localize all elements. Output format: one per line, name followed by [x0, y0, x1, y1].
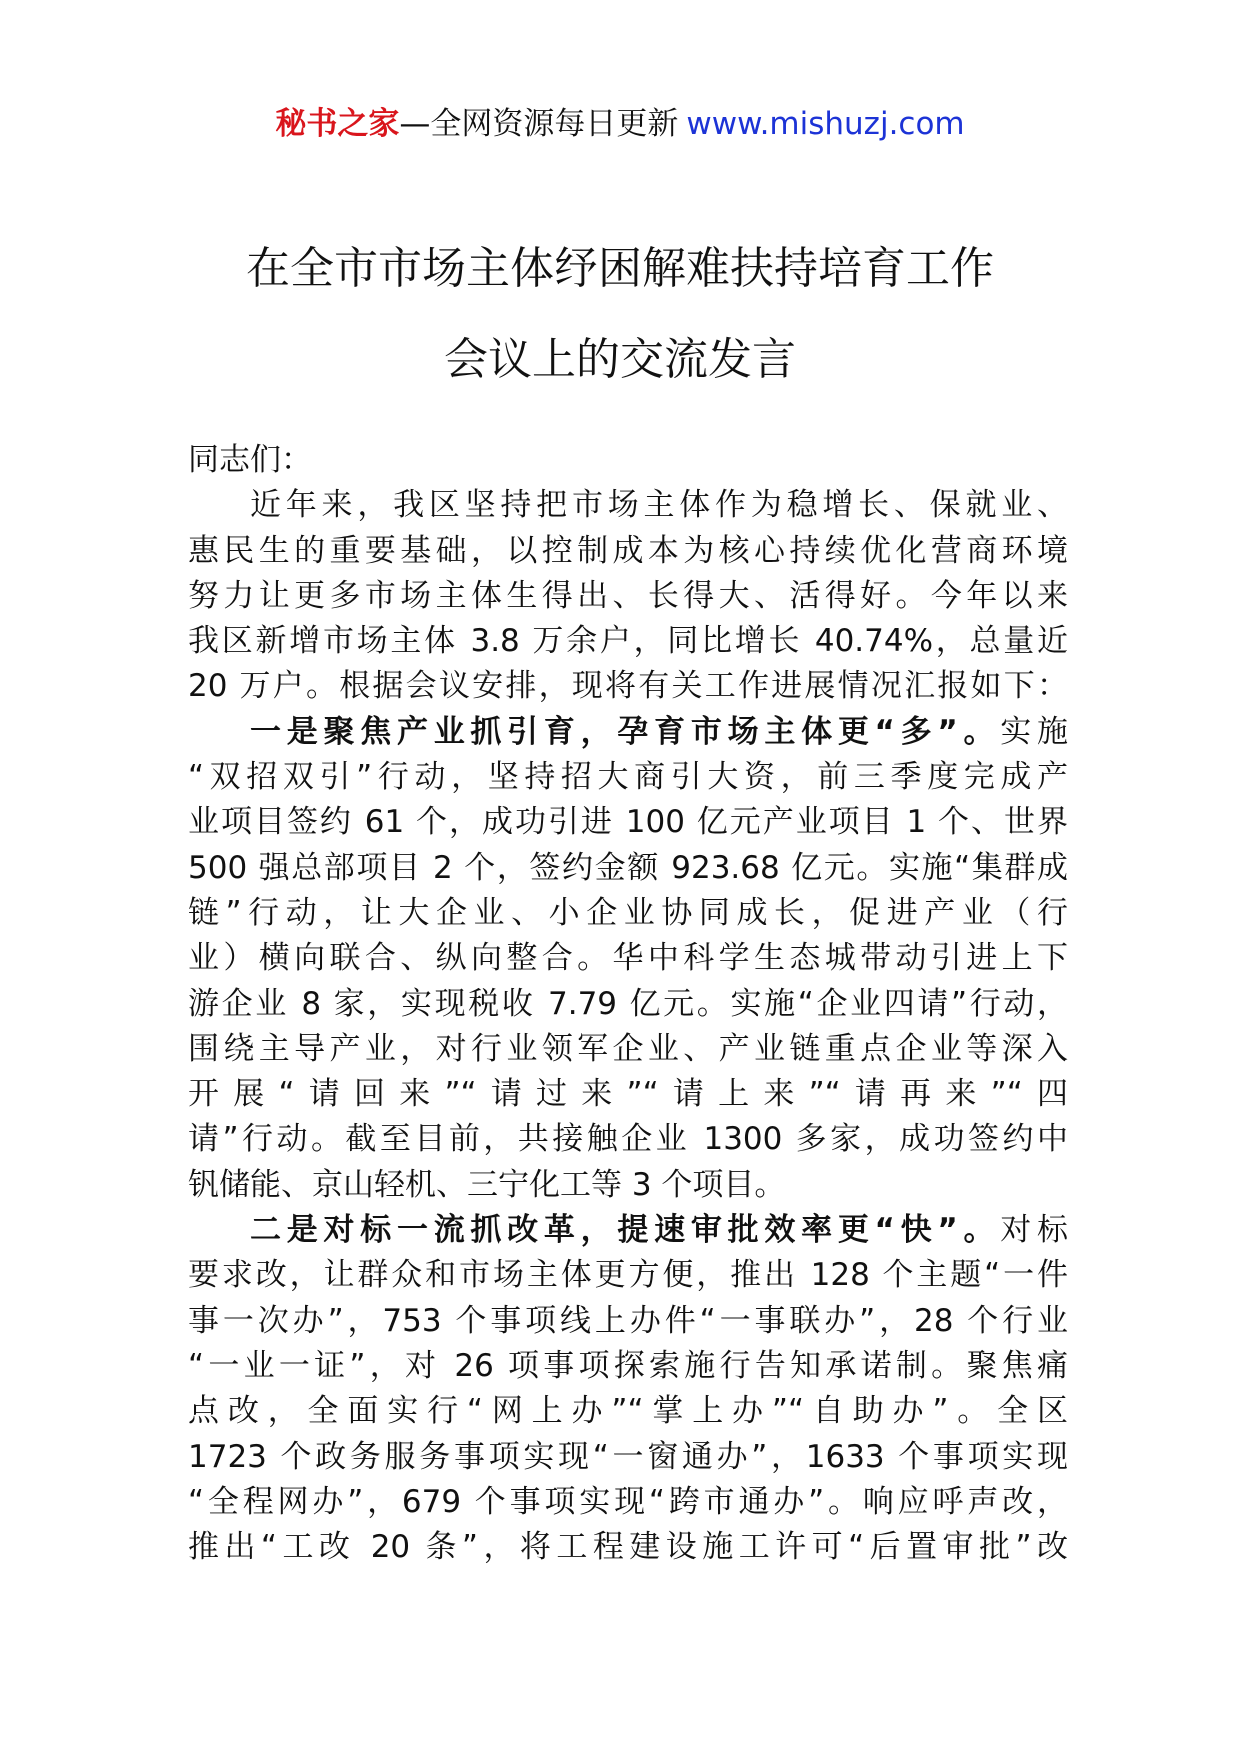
brand-name: 秘书之家	[275, 106, 400, 142]
header-tagline: —全网资源每日更新	[399, 106, 679, 142]
paragraph-1-line: 近年来，我区坚持把市场主体作为稳增长、保就业、	[250, 487, 1068, 524]
paragraph-2-heading-line	[188, 710, 1068, 755]
document-title-line-2: 会议上的交流发言	[444, 334, 796, 385]
site-header	[0, 100, 1240, 148]
paragraph-1-line: 20 万户。根据会议安排，现将有关工作进展情况汇报如下：	[188, 668, 1068, 705]
paragraph-3-line: 要求改，让群众和市场主体更方便，推出 128 个主题“一件	[188, 1257, 1068, 1294]
paragraph-3-line: “全程网办”，679 个事项实现“跨市通办”。响应呼声改，	[188, 1483, 1068, 1520]
paragraph-2-line: 围绕主导产业，对行业领军企业、产业链重点企业等深入	[188, 1030, 1068, 1067]
paragraph-3-first-tail: 对标	[1000, 1212, 1068, 1249]
paragraph-3-line: “一业一证”，对 26 项事项探索施行告知承诺制。聚焦痛	[188, 1347, 1068, 1384]
paragraph-2-first-tail: 实施	[1000, 713, 1068, 750]
salutation: 同志们：	[188, 442, 312, 478]
paragraph-3-line: 点改，全面实行“网上办”“掌上办”“自助办”。全区	[188, 1393, 1068, 1430]
document-title-line-1: 在全市市场主体纾困解难扶持培育工作	[246, 243, 994, 294]
paragraph-2-line: 钒储能、京山轻机、三宁化工等 3 个项目。	[188, 1166, 786, 1203]
paragraph-1-line: 我区新增市场主体 3.8 万余户，同比增长 40.74%，总量近	[188, 623, 1068, 660]
paragraph-3-line: 1723 个政务服务事项实现“一窗通办”，1633 个事项实现	[188, 1438, 1068, 1475]
paragraph-2-line: 链”行动，让大企业、小企业协同成长，促进产业（行	[188, 894, 1068, 931]
paragraph-2-line: 500 强总部项目 2 个，签约金额 923.68 亿元。实施“集群成	[188, 849, 1068, 886]
paragraph-1-line: 惠民生的重要基础，以控制成本为核心持续优化营商环境	[188, 532, 1068, 569]
paragraph-2-line: “双招双引”行动，坚持招大商引大资，前三季度完成产	[188, 759, 1068, 796]
paragraph-2-line: 请”行动。截至目前，共接触企业 1300 多家，成功签约中	[188, 1121, 1068, 1158]
paragraph-3-line: 事一次办”，753 个事项线上办件“一事联办”，28 个行业	[188, 1302, 1068, 1339]
paragraph-3-heading: 二是对标一流抓改革，提速审批效率更“快”。	[250, 1212, 1001, 1249]
paragraph-3-heading-line	[188, 1208, 1068, 1253]
paragraph-1-line: 努力让更多市场主体生得出、长得大、活得好。今年以来	[188, 577, 1068, 614]
paragraph-2-heading: 一是聚焦产业抓引育，孕育市场主体更“多”。	[250, 713, 1001, 750]
paragraph-2-line: 开展“请回来”“请过来”“请上来”“请再来”“四	[188, 1076, 1068, 1113]
header-url[interactable]: www.mishuzj.com	[686, 106, 965, 142]
paragraph-2-line: 游企业 8 家，实现税收 7.79 亿元。实施“企业四请”行动，	[188, 985, 1068, 1022]
paragraph-2-line: 业项目签约 61 个，成功引进 100 亿元产业项目 1 个、世界	[188, 804, 1068, 841]
paragraph-3-line: 推出“工改 20 条”，将工程建设施工许可“后置审批”改	[188, 1529, 1068, 1566]
paragraph-2-line: 业）横向联合、纵向整合。华中科学生态城带动引进上下	[188, 940, 1068, 977]
document-body	[188, 438, 1068, 1570]
